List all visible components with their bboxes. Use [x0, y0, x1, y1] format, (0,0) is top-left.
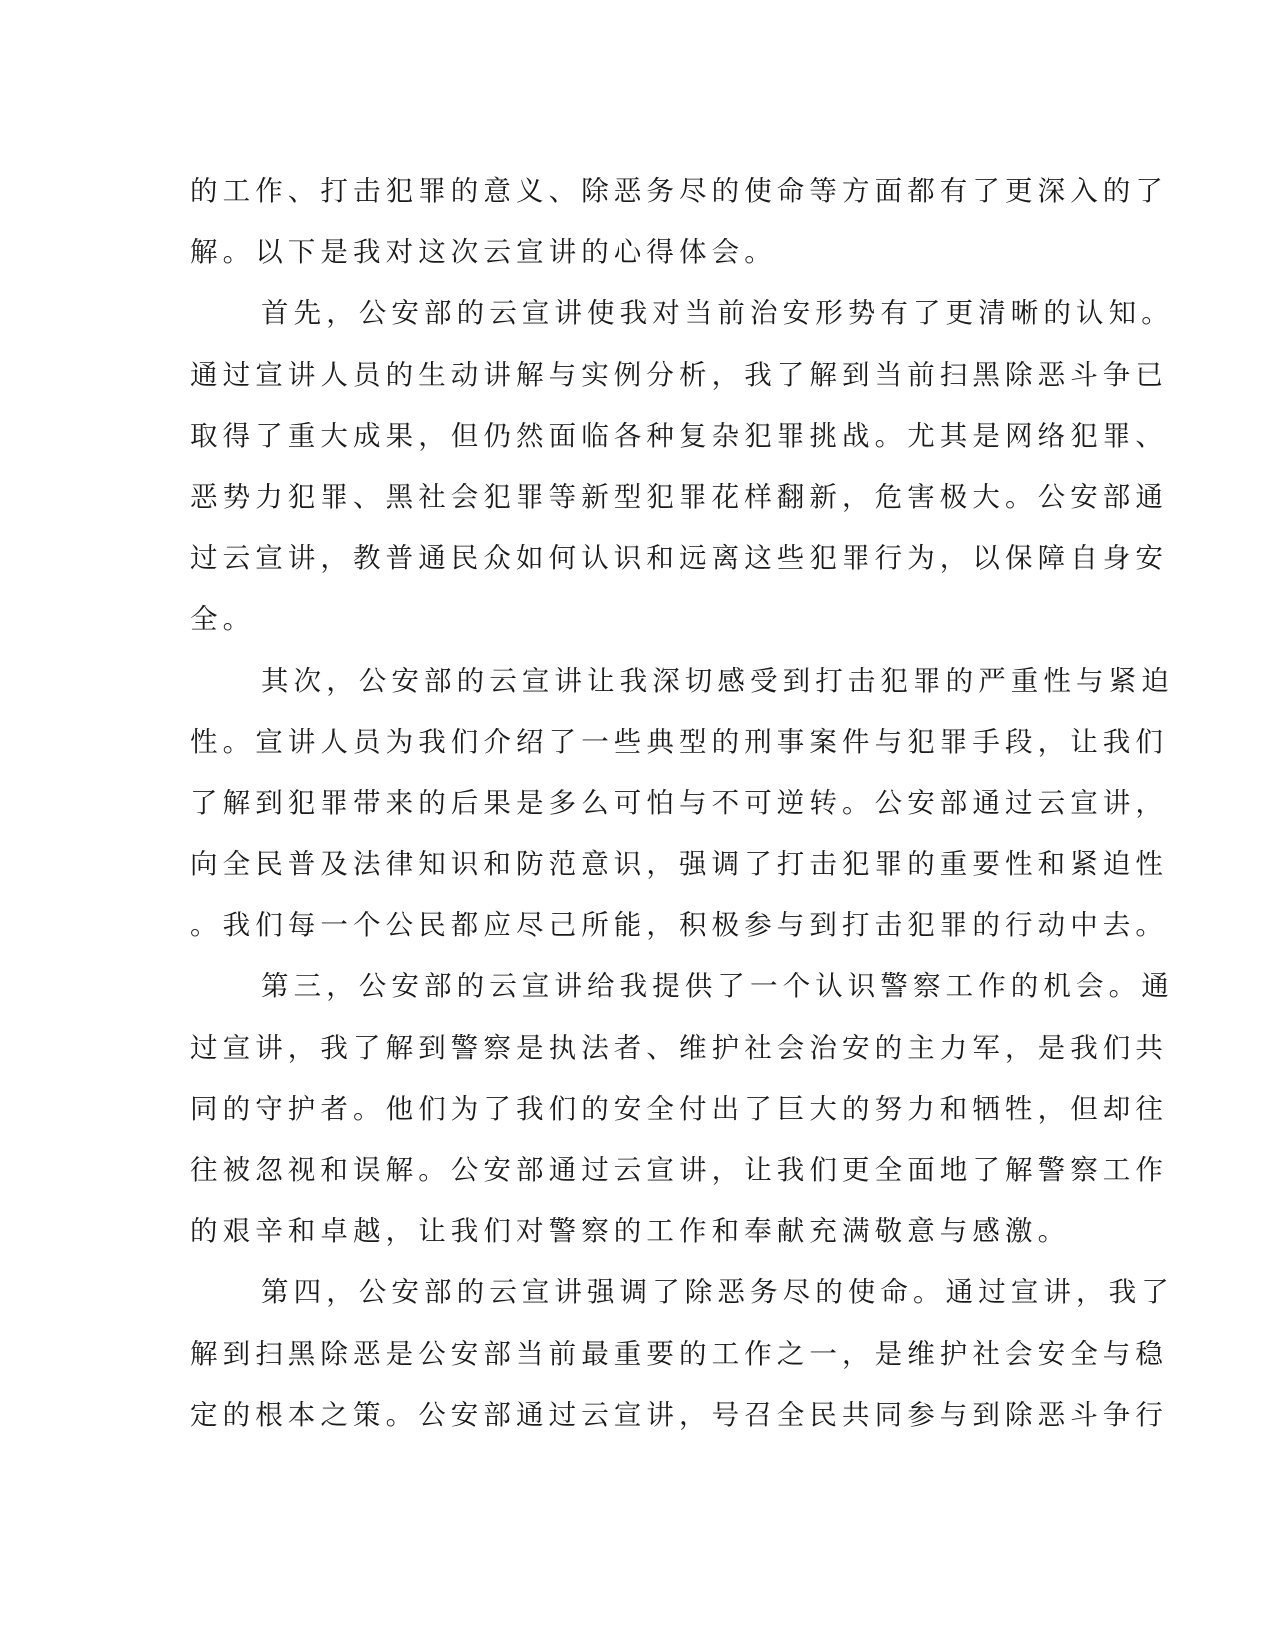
text-line: 过云宣讲，教普通民众如何认识和远离这些犯罪行为，以保障自身安	[190, 542, 1168, 575]
text-line: 定的根本之策。公安部通过云宣讲，号召全民共同参与到除恶斗争行	[190, 1398, 1168, 1431]
text-line: 往被忽视和误解。公安部通过云宣讲，让我们更全面地了解警察工作	[190, 1154, 1168, 1186]
text-line: 取得了重大成果，但仍然面临各种复杂犯罪挑战。尤其是网络犯罪、	[190, 419, 1168, 452]
text-line: 向全民普及法律知识和防范意识，强调了打击犯罪的重要性和紧迫性	[190, 848, 1168, 881]
paragraph-start-line: 第四，公安部的云宣讲强调了除恶务尽的使命。通过宣讲，我了	[261, 1276, 1174, 1309]
paragraph-start-line: 第三，公安部的云宣讲给我提供了一个认识警察工作的机会。通	[261, 970, 1174, 1003]
text-line: 全。	[190, 603, 256, 636]
text-line: 通过宣讲人员的生动讲解与实例分析，我了解到当前扫黑除恶斗争已	[190, 358, 1168, 391]
text-line: 的艰辛和卓越，让我们对警察的工作和奉献充满敬意与感激。	[190, 1215, 1071, 1248]
paragraph-start-line: 其次，公安部的云宣讲让我深切感受到打击犯罪的严重性与紧迫	[261, 664, 1174, 697]
text-line: 过宣讲，我了解到警察是执法者、维护社会治安的主力军，是我们共	[190, 1031, 1168, 1064]
text-line: 解。以下是我对这次云宣讲的心得体会。	[190, 236, 777, 269]
text-line: 了解到犯罪带来的后果是多么可怕与不可逆转。公安部通过云宣讲，	[190, 786, 1168, 819]
text-line: 性。宣讲人员为我们介绍了一些典型的刑事案件与犯罪手段，让我们	[190, 725, 1168, 758]
text-line: 恶势力犯罪、黑社会犯罪等新型犯罪花样翻新，危害极大。公安部通	[190, 480, 1168, 513]
text-line: 。我们每一个公民都应尽己所能，积极参与到打击犯罪的行动中去。	[190, 909, 1168, 942]
paragraph-start-line: 首先，公安部的云宣讲使我对当前治安形势有了更清晰的认知。	[261, 297, 1174, 330]
text-line: 解到扫黑除恶是公安部当前最重要的工作之一，是维护社会安全与稳	[190, 1337, 1168, 1370]
text-line: 的工作、打击犯罪的意义、除恶务尽的使命等方面都有了更深入的了	[190, 175, 1168, 207]
body-text	[190, 161, 1174, 1446]
text-line: 同的守护者。他们为了我们的安全付出了巨大的努力和牺牲，但却往	[190, 1092, 1168, 1125]
